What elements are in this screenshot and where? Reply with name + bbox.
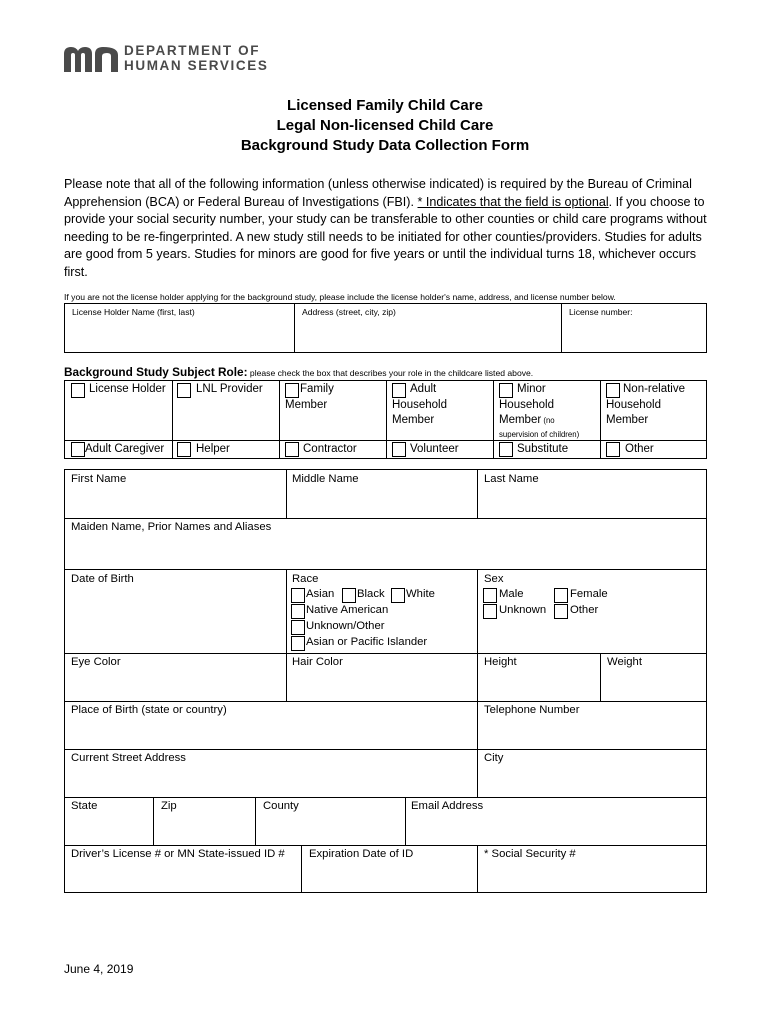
role-volunteer-label: Volunteer xyxy=(410,443,459,455)
license-holder-name-input[interactable] xyxy=(67,320,292,351)
license-holder-note: If you are not the license holder applying for the background study, please include the license holder's name, address, and license number below. xyxy=(64,292,616,302)
zip-input[interactable] xyxy=(156,815,253,843)
race-white-label: White xyxy=(406,588,435,600)
telephone-label: Telephone Number xyxy=(484,704,580,716)
last-name-label: Last Name xyxy=(484,473,539,485)
role-contractor-checkbox[interactable] xyxy=(285,442,299,457)
hair-color-label: Hair Color xyxy=(292,656,343,668)
race-asian-label: Asian xyxy=(306,588,335,600)
drivers-license-label: Driver’s License # or MN State-issued ID # xyxy=(71,848,285,860)
optional-field-note: * Indicates that the field is optional xyxy=(417,194,609,209)
role-nonrelative-household-member-label: Non-relative Household Member xyxy=(606,383,685,426)
weight-input[interactable] xyxy=(603,671,705,699)
role-family-member-label: Family Member xyxy=(285,383,334,411)
title-line-1: Licensed Family Child Care xyxy=(287,97,483,114)
race-white-checkbox[interactable] xyxy=(391,588,405,603)
role-adult-household-member-label: Adult Household Member xyxy=(392,383,447,426)
sex-other-checkbox[interactable] xyxy=(554,604,568,619)
form-titles xyxy=(0,96,770,156)
maiden-name-input[interactable] xyxy=(67,536,705,567)
sex-male-checkbox[interactable] xyxy=(483,588,497,603)
state-input[interactable] xyxy=(67,815,151,843)
eye-color-label: Eye Color xyxy=(71,656,121,668)
race-unknown-other-checkbox[interactable] xyxy=(291,620,305,635)
role-substitute-checkbox[interactable] xyxy=(499,442,513,457)
drivers-license-input[interactable] xyxy=(67,863,299,891)
race-asian-checkbox[interactable] xyxy=(291,588,305,603)
role-other-label: Other xyxy=(625,443,654,455)
license-number-label: License number: xyxy=(569,307,633,317)
middle-name-label: Middle Name xyxy=(292,473,359,485)
role-license-holder-label: License Holder xyxy=(89,383,166,395)
race-native-american-checkbox[interactable] xyxy=(291,604,305,619)
role-lnl-provider-label: LNL Provider xyxy=(196,383,263,395)
place-of-birth-label: Place of Birth (state or country) xyxy=(71,704,227,716)
sex-male-label: Male xyxy=(499,588,524,600)
city-input[interactable] xyxy=(480,767,705,795)
first-name-label: First Name xyxy=(71,473,127,485)
middle-name-input[interactable] xyxy=(289,488,475,516)
role-instruction: please check the box that describes your role in the childcare listed above. xyxy=(247,368,534,378)
height-input[interactable] xyxy=(480,671,598,699)
role-substitute-label: Substitute xyxy=(517,443,569,455)
title-line-2: Legal Non-licensed Child Care xyxy=(276,117,494,134)
footer-date: June 4, 2019 xyxy=(64,962,134,976)
expiration-label: Expiration Date of ID xyxy=(309,848,414,860)
dhs-logo-icon xyxy=(62,46,120,72)
role-helper-label: Helper xyxy=(196,443,230,455)
license-holder-table xyxy=(64,303,707,353)
sex-other-label: Other xyxy=(570,604,599,616)
org-name-line2: HUMAN SERVICES xyxy=(124,57,269,73)
race-unknown-other-label: Unknown/Other xyxy=(306,620,385,632)
license-holder-address-input[interactable] xyxy=(298,320,558,351)
role-grid xyxy=(64,380,707,459)
maiden-name-label: Maiden Name, Prior Names and Aliases xyxy=(71,521,272,533)
place-of-birth-input[interactable] xyxy=(67,719,475,747)
role-lnl-provider-checkbox[interactable] xyxy=(177,383,191,398)
first-name-input[interactable] xyxy=(67,488,283,516)
title-line-3: Background Study Data Collection Form xyxy=(240,137,530,154)
race-black-checkbox[interactable] xyxy=(342,588,356,603)
telephone-input[interactable] xyxy=(480,719,705,747)
race-black-label: Black xyxy=(357,588,385,600)
role-adult-caregiver-checkbox[interactable] xyxy=(71,442,85,457)
city-label: City xyxy=(484,752,504,764)
email-input[interactable] xyxy=(408,815,705,843)
street-address-label: Current Street Address xyxy=(71,752,186,764)
license-holder-address-label: Address (street, city, zip) xyxy=(302,307,396,317)
sex-female-label: Female xyxy=(570,588,608,600)
role-minor-household-member-label: Minor Household Member (no supervision of children) xyxy=(499,383,580,439)
hair-color-input[interactable] xyxy=(289,671,475,699)
weight-label: Weight xyxy=(607,656,642,668)
race-label: Race xyxy=(292,573,319,585)
county-input[interactable] xyxy=(258,815,403,843)
race-native-american-label: Native American xyxy=(306,604,389,616)
sex-unknown-checkbox[interactable] xyxy=(483,604,497,619)
sex-label: Sex xyxy=(484,573,504,585)
ssn-label: * Social Security # xyxy=(484,848,576,860)
personal-info-form xyxy=(64,469,707,893)
sex-female-checkbox[interactable] xyxy=(554,588,568,603)
sex-unknown-label: Unknown xyxy=(499,604,547,616)
race-asian-pacific-label: Asian or Pacific Islander xyxy=(306,636,428,648)
race-asian-pacific-checkbox[interactable] xyxy=(291,636,305,651)
role-license-holder-checkbox[interactable] xyxy=(71,383,85,398)
role-heading xyxy=(64,365,533,379)
intro-paragraph xyxy=(64,176,714,281)
email-label: Email Address xyxy=(411,800,484,812)
role-adult-caregiver-label: Adult Caregiver xyxy=(85,443,165,455)
dob-label: Date of Birth xyxy=(71,573,134,585)
intro-text-2: . If you choose to provide your social security number, your study can be transferable to other counties or child care programs without needing to be re-fingerprinted. A new study still needs to be initiated for other counties/providers. Studies for adults are good from 5 years. Studies for minors are good for five years or until the individual turns 18, whichever occurs first. xyxy=(64,194,707,279)
intro-text-1: Please note that all of the following information (unless otherwise indicated) is required by the Bureau of Criminal Apprehension (BCA) or Federal Bureau of Investigations (FBI). xyxy=(64,177,692,209)
org-name xyxy=(124,44,268,73)
dob-input[interactable] xyxy=(67,588,283,650)
eye-color-input[interactable] xyxy=(67,671,283,699)
role-volunteer-checkbox[interactable] xyxy=(392,442,406,457)
org-name-line1: DEPARTMENT OF xyxy=(124,43,261,58)
expiration-input[interactable] xyxy=(304,863,475,891)
state-label: State xyxy=(71,800,98,812)
zip-label: Zip xyxy=(161,800,177,812)
ssn-input[interactable] xyxy=(480,863,705,891)
last-name-input[interactable] xyxy=(480,488,705,516)
role-other-checkbox[interactable] xyxy=(606,442,620,457)
height-label: Height xyxy=(484,656,517,668)
license-holder-name-label: License Holder Name (first, last) xyxy=(72,307,195,317)
street-address-input[interactable] xyxy=(67,767,475,795)
role-helper-checkbox[interactable] xyxy=(177,442,191,457)
county-label: County xyxy=(263,800,299,812)
role-contractor-label: Contractor xyxy=(303,443,357,455)
role-heading-label: Background Study Subject Role: xyxy=(64,365,248,379)
license-number-input[interactable] xyxy=(565,320,705,351)
